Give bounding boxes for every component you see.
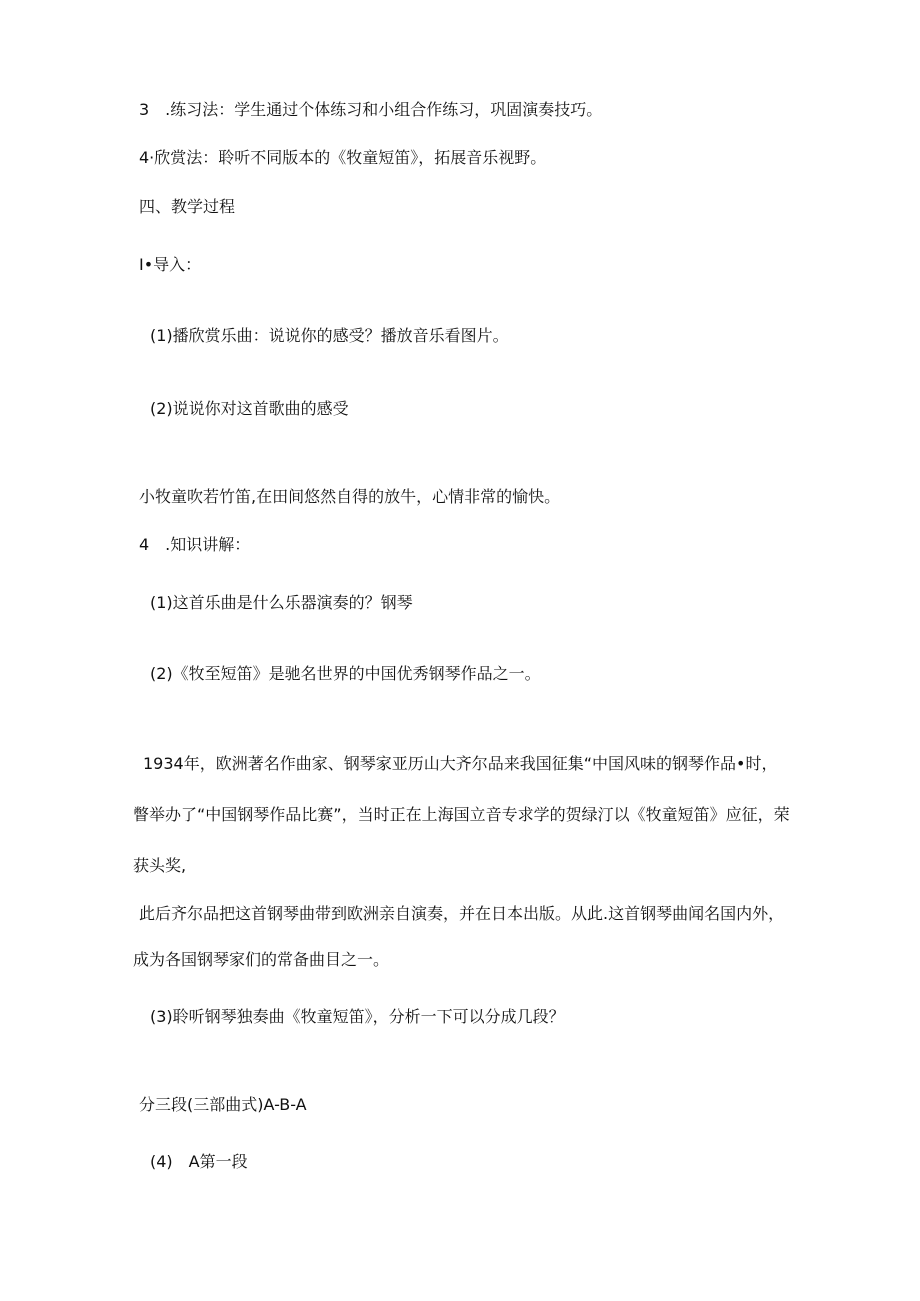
step-knowledge: 4 .知识讲解： <box>139 535 251 554</box>
step-introduction: I•导入： <box>139 255 202 274</box>
knowledge-item-3: (3)聆听钢琴独奏曲《牧童短笛》，分析一下可以分成几段？ <box>150 1007 565 1026</box>
history-paragraph-line-1: 1934年，欧洲著名作曲家、钢琴家亚历山大齐尔品来我国征集“中国风味的钢琴作品•时， <box>143 754 778 773</box>
history-paragraph-line-2: 瞥举办了“中国钢琴作品比赛”，当时正在上海国立音专求学的贺绿汀以《牧童短笛》应征，荣 <box>133 805 790 824</box>
structure-answer: 分三段(三部曲式)A-B-A <box>139 1095 307 1114</box>
history-paragraph2-line-1: 此后齐尔品把这首钢琴曲带到欧洲亲自演奏，并在日本出版。从此.这首钢琴曲闻名国内外， <box>139 904 785 923</box>
intro-item-1: (1)播欣赏乐曲：说说你的感受？播放音乐看图片。 <box>150 326 509 345</box>
knowledge-item-4: (4) A第一段 <box>150 1152 248 1171</box>
method-practice: 3 .练习法：学生通过个体练习和小组合作练习，巩固演奏技巧。 <box>139 100 603 119</box>
knowledge-item-1: (1)这首乐曲是什么乐器演奏的？钢琴 <box>150 593 413 612</box>
intro-answer: 小牧童吹若竹笛,在田间悠然自得的放牛，心情非常的愉快。 <box>139 487 561 506</box>
intro-item-2: (2)说说你对这首歌曲的感受 <box>150 399 349 418</box>
method-appreciation: 4·欣赏法：聆听不同版本的《牧童短笛》，拓展音乐视野。 <box>139 148 547 167</box>
history-paragraph-line-3: 获头奖, <box>133 856 187 875</box>
section-heading-teaching-process: 四、教学过程 <box>139 197 236 216</box>
knowledge-item-2: (2)《牧至短笛》是驰名世界的中国优秀钢琴作品之一。 <box>150 664 541 683</box>
history-paragraph2-line-2: 成为各国钢琴家们的常备曲目之一。 <box>133 950 390 969</box>
